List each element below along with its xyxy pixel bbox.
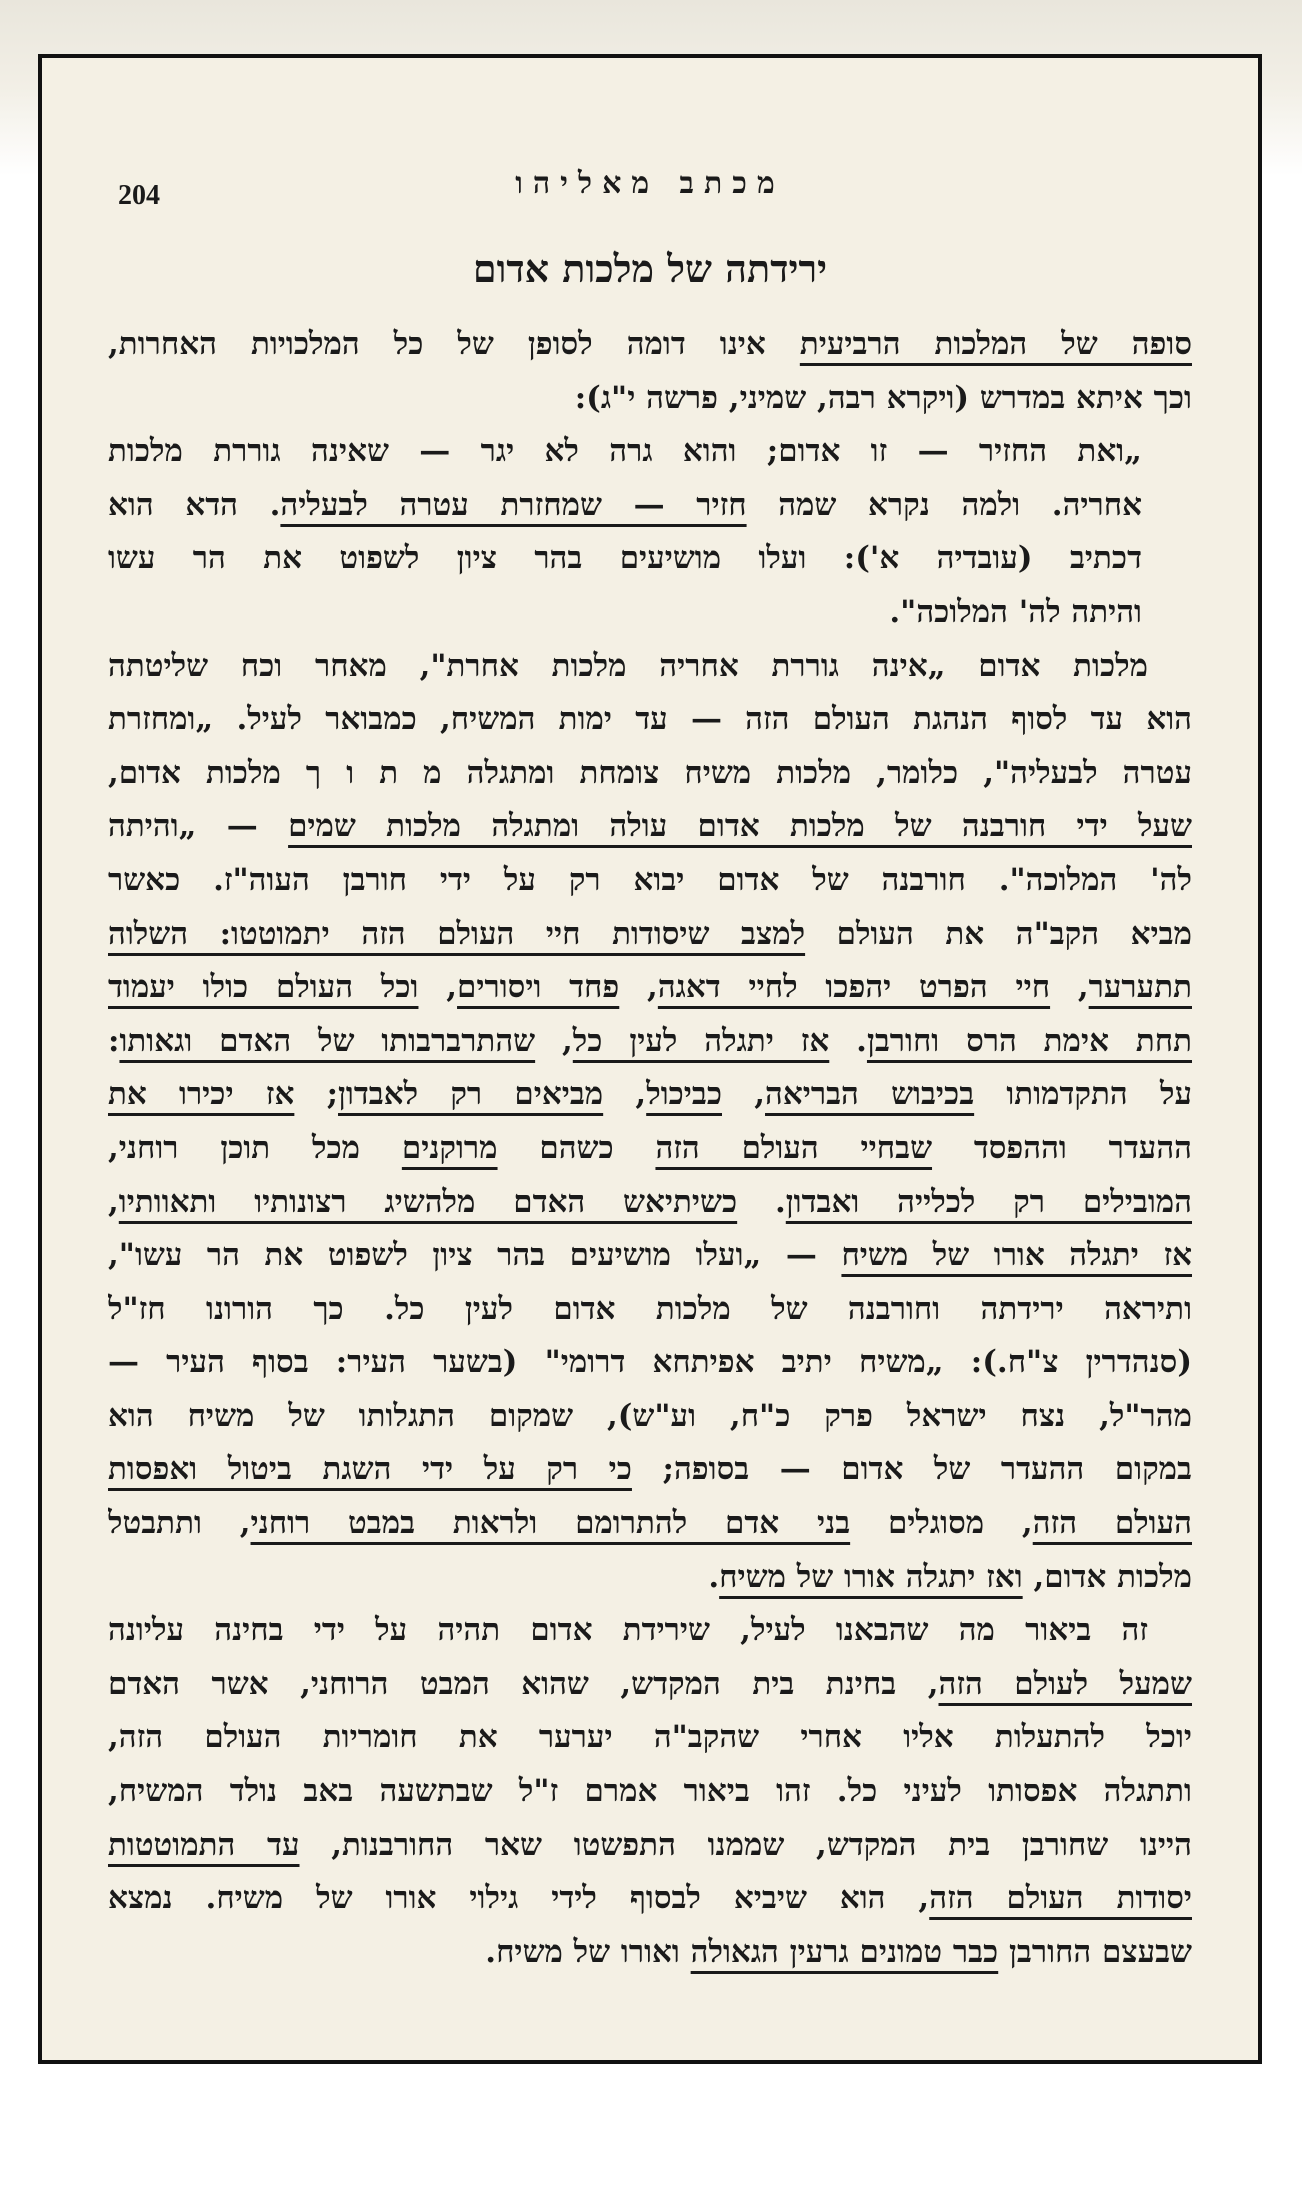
text-line bbox=[108, 1443, 1192, 1497]
underlined-phrase: המובילים רק לכלייה ואבדון bbox=[785, 1183, 1192, 1220]
text-line bbox=[108, 1229, 1192, 1283]
running-head: מכתב מאליהו bbox=[515, 166, 785, 201]
underlined-phrase: יסודות העולם הזה bbox=[929, 1880, 1192, 1917]
text-segment: על התקדמותו bbox=[974, 1076, 1192, 1113]
underlined-phrase: שהתרברבותו של האדם וגאותו bbox=[119, 1022, 536, 1059]
underlined-phrase: העולם הזה bbox=[1032, 1505, 1192, 1542]
underlined-phrase: פחד ויסורים bbox=[457, 969, 620, 1006]
underlined-phrase: תחת אימת הרס וחורבן bbox=[866, 1022, 1192, 1059]
underlined-phrase: בני אדם להתרומם ולראות במבט רוחני bbox=[250, 1505, 851, 1542]
text-segment: , הוא שיביא לבסוף לידי גילוי אורו של משיח. נמצא bbox=[108, 1880, 930, 1917]
text-line bbox=[108, 908, 1192, 962]
underlined-phrase: אז יכירו את bbox=[108, 1076, 295, 1113]
text-segment: . bbox=[737, 1183, 786, 1220]
text-segment: מלכות אדום „אינה גוררת אחריה מלכות אחרת", מאחר וכח שליטתה bbox=[108, 647, 1148, 684]
text-line bbox=[108, 1819, 1192, 1873]
text-segment: „ואת החזיר — זו אדום; והוא גרה לא יגר — שאינה גוררת מלכות bbox=[108, 433, 1142, 470]
text-line bbox=[108, 693, 1192, 747]
text-line bbox=[108, 586, 1192, 640]
text-line bbox=[108, 1068, 1192, 1122]
text-segment: מכל תוכן רוחני, bbox=[108, 1129, 402, 1166]
text-line bbox=[108, 425, 1192, 479]
text-segment: שבעצם החורבן bbox=[998, 1933, 1192, 1970]
body-text bbox=[108, 318, 1192, 1979]
text-line bbox=[108, 640, 1192, 694]
text-line bbox=[108, 1604, 1192, 1658]
text-segment: , bbox=[619, 969, 658, 1006]
text-segment: כשהם bbox=[497, 1129, 656, 1166]
underlined-phrase: עד התמוטטות bbox=[108, 1826, 300, 1863]
text-segment: ואורו של משיח. bbox=[485, 1933, 691, 1970]
underlined-phrase: כביכול bbox=[646, 1076, 722, 1113]
text-line bbox=[108, 1872, 1192, 1926]
underlined-phrase: תתערער bbox=[1088, 969, 1192, 1006]
text-segment: לה' המלוכה". חורבנה של אדום יבוא רק על ידי חורבן העוה"ז. כאשר bbox=[108, 861, 1192, 898]
text-segment: זה ביאור מה שהבאנו לעיל, שירידת אדום תהיה על ידי בחינה עליונה bbox=[108, 1612, 1148, 1649]
text-segment: ; bbox=[294, 1076, 339, 1113]
text-segment: מהר"ל, נצח ישראל פרק כ"ח, וע"ש), שמקום התגלותו של משיח הוא bbox=[108, 1397, 1192, 1434]
text-segment: , bbox=[535, 1022, 573, 1059]
text-segment: , bbox=[108, 1183, 119, 1220]
text-line bbox=[108, 532, 1192, 586]
text-segment: . הדא הוא bbox=[108, 486, 281, 523]
page-frame bbox=[38, 54, 1262, 2064]
underlined-phrase: שבחיי העולם הזה bbox=[655, 1129, 933, 1166]
underlined-phrase: ואז יתגלה אורו של משיח bbox=[719, 1558, 1023, 1595]
text-segment: מלכות אדום, bbox=[1022, 1558, 1192, 1595]
text-segment: , בחינת בית המקדש, שהוא המבט הרוחני, אשר האדם bbox=[108, 1665, 939, 1702]
text-segment: ותתגלה אפסותו לעיני כל. זהו ביאור אמרם ז"ל שבתשעה באב נולד המשיח, bbox=[108, 1773, 1192, 1810]
text-line bbox=[108, 854, 1192, 908]
underlined-phrase: מרוקנים bbox=[401, 1129, 498, 1166]
text-segment: במקום ההעדר של אדום — בסופה; bbox=[631, 1451, 1192, 1488]
underlined-phrase: למצב שיסודות חיי העולם הזה יתמוטטו: השלוה bbox=[108, 915, 806, 952]
underlined-phrase: כבר טמונים גרעין הגאולה bbox=[690, 1933, 999, 1970]
text-line bbox=[108, 1390, 1192, 1444]
text-line bbox=[108, 479, 1192, 533]
text-segment: והיתה לה' המלוכה". bbox=[889, 593, 1142, 630]
underlined-phrase: אז יתגלה לעין כל bbox=[572, 1022, 830, 1059]
text-segment: . bbox=[829, 1022, 867, 1059]
text-segment: עטרה לבעליה", כלומר, מלכות משיח צומחת ומתגלה מ ת ו ך מלכות אדום, bbox=[108, 754, 1192, 791]
book-page bbox=[108, 128, 1192, 2020]
text-segment: (סנהדרין צ"ח.): „משיח יתיב אפיתחא דרומי" (בשער העיר: בסוף העיר — bbox=[108, 1344, 1192, 1381]
underlined-phrase: מביאים רק לאבדון bbox=[338, 1076, 604, 1113]
section-title: ירידתה של מלכות אדום bbox=[472, 246, 828, 291]
underlined-phrase: וכל העולם כולו יעמוד bbox=[108, 969, 419, 1006]
text-segment: : bbox=[108, 1022, 120, 1059]
text-segment: היינו שחורבן בית המקדש, שממנו התפשטו שאר החורבנות, bbox=[299, 1826, 1192, 1863]
text-line bbox=[108, 1497, 1192, 1551]
text-segment: יוכל להתעלות אליו אחרי שהקב"ה יערער את חומריות העולם הזה, bbox=[108, 1719, 1192, 1756]
text-segment: אחריה. ולמה נקרא שמה bbox=[746, 486, 1143, 523]
text-segment: , מסוגלים bbox=[850, 1505, 1033, 1542]
text-segment: וכך איתא במדרש (ויקרא רבה, שמיני, פרשה י"ג): bbox=[574, 379, 1192, 416]
text-segment: ההעדר וההפסד bbox=[932, 1129, 1192, 1166]
text-line bbox=[108, 747, 1192, 801]
text-segment: אינו דומה לסופן של כל המלכויות האחרות, bbox=[108, 326, 800, 362]
underlined-phrase: חיי הפרט יהפכו לחיי דאגה bbox=[657, 969, 1051, 1006]
text-segment: , bbox=[1050, 969, 1089, 1006]
text-segment: ותיראה ירידתה וחורבנה של מלכות אדום לעין כל. כך הורונו חז"ל bbox=[108, 1290, 1192, 1327]
text-segment: , bbox=[418, 969, 458, 1006]
text-line bbox=[108, 961, 1192, 1015]
text-line bbox=[108, 1176, 1192, 1230]
underlined-phrase: שעל ידי חורבנה של מלכות אדום עולה ומתגלה מלכות שמים bbox=[288, 808, 1192, 845]
text-segment: , ותתבטל bbox=[108, 1505, 251, 1542]
text-line bbox=[108, 318, 1192, 372]
underlined-phrase: אז יתגלה אורו של משיח bbox=[841, 1237, 1192, 1274]
underlined-phrase: כשיתיאש האדם מלהשיג רצונותיו ותאוותיו bbox=[118, 1183, 738, 1220]
text-line bbox=[108, 1711, 1192, 1765]
text-segment: — „והיתה bbox=[108, 808, 289, 845]
text-line bbox=[108, 1283, 1192, 1337]
text-line bbox=[108, 1765, 1192, 1819]
text-line bbox=[108, 1336, 1192, 1390]
page-number: 204 bbox=[118, 180, 160, 211]
text-line bbox=[108, 1551, 1192, 1605]
text-segment: דכתיב (עובדיה א'): ועלו מושיעים בהר ציון לשפוט את הר עשו bbox=[108, 540, 1142, 577]
underlined-phrase: בכיבוש הבריאה bbox=[765, 1076, 975, 1113]
text-segment: מביא הקב"ה את העולם bbox=[805, 915, 1192, 952]
text-segment: , bbox=[722, 1076, 766, 1113]
text-line bbox=[108, 1658, 1192, 1712]
underlined-phrase: סופה של המלכות הרביעית bbox=[799, 326, 1192, 362]
text-line bbox=[108, 800, 1192, 854]
text-segment: . bbox=[708, 1558, 720, 1595]
underlined-phrase: כי רק על ידי השגת ביטול ואפסות bbox=[108, 1451, 632, 1488]
text-segment: , bbox=[603, 1076, 647, 1113]
text-line bbox=[108, 1122, 1192, 1176]
text-line bbox=[108, 1015, 1192, 1069]
text-segment: הוא עד לסוף הנהגת העולם הזה — עד ימות המשיח, כמבואר לעיל. „ומחזרת bbox=[108, 701, 1192, 738]
text-line bbox=[108, 372, 1192, 426]
underlined-phrase: שמעל לעולם הזה bbox=[938, 1665, 1192, 1702]
text-line bbox=[108, 1926, 1192, 1980]
underlined-phrase: חזיר — שמחזרת עטרה לבעליה bbox=[280, 486, 747, 523]
text-segment: — „ועלו מושיעים בהר ציון לשפוט את הר עשו", bbox=[108, 1237, 842, 1274]
